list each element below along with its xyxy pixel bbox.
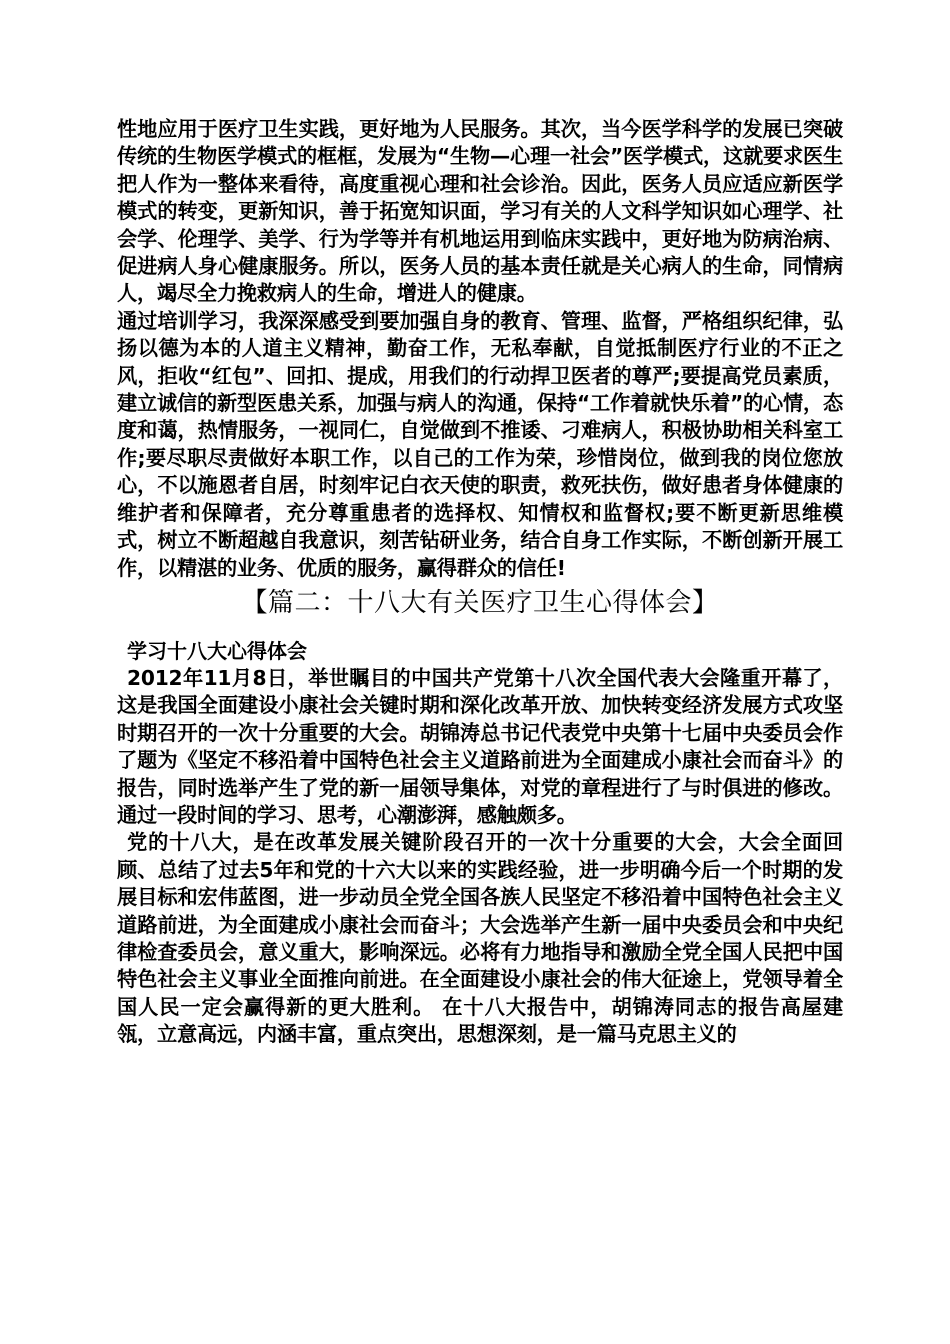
article-subtitle: 学习十八大心得体会 bbox=[127, 638, 307, 663]
paragraph-congress-opening: 2012年11月8日，举世瞩目的中国共产党第十八次全国代表大会隆重开幕了，这是我国全面建设小康社会关键时期和深化改革开放、加快转变经济发展方式攻坚时期召开的一次十分重要的大会。胡锦涛总书记代表党中央第十七届中央委员会作了题为《坚定不移沿着中国特色社会主义道路前进为全面建成小康社会而奋斗》的报告，同时选举产生了党的新一届领导集体，对党的章程进行了与时俱进的修改。通过一段时间的学习、思考，心潮澎湃，感触颇多。 bbox=[117, 665, 843, 827]
document-page bbox=[117, 116, 843, 1049]
paragraph-medical-model: 性地应用于医疗卫生实践，更好地为人民服务。其次，当今医学科学的发展已突破传统的生物医学模式的框框，发展为“生物—心理一社会”医学模式，这就要求医生把人作为一整体来看待，高度重视心理和社会诊治。因此，医务人员应适应新医学模式的转变，更新知识，善于拓宽知识面，学习有关的人文科学知识如心理学、社会学、伦理学、美学、行为学等并有机地运用到临床实践中，更好地为防病治病、促进病人身心健康服务。所以，医务人员的基本责任就是关心病人的生命，同情病人，竭尽全力挽救病人的生命，增进人的健康。 bbox=[117, 117, 843, 306]
paragraph-training-reflection: 通过培训学习，我深深感受到要加强自身的教育、管理、监督，严格组织纪律，弘扬以德为本的人道主义精神，勤奋工作，无私奉献，自觉抵制医疗行业的不正之风，拒收“红包”、回扣、提成，用我们的行动捍卫医者的尊严;要提高党员素质，建立诚信的新型医患关系，加强与病人的沟通，保持“工作着就快乐着”的心情，态度和蔼，热情服务，一视同仁，自觉做到不推诿、刁难病人，积极协助相关科室工作;要尽职尽责做好本职工作，以自己的工作为荣，珍惜岗位，做到我的岗位您放心，不以施恩者自居，时刻牢记白衣天使的职责，救死扶伤，做好患者身体健康的维护者和保障者，充分尊重患者的选择权、知情权和监督权;要不断更新思维模式，树立不断超越自我意识，刻苦钻研业务，结合自身工作实际，不断创新开展工作，以精湛的业务、优质的服务，赢得群众的信任! bbox=[117, 308, 843, 580]
section-heading: 【篇二：十八大有关医疗卫生心得体会】 bbox=[241, 587, 719, 618]
paragraph-congress-significance: 党的十八大，是在改革发展关键阶段召开的一次十分重要的大会，大会全面回顾、总结了过去5年和党的十六大以来的实践经验，进一步明确今后一个时期的发展目标和宏伟蓝图，进一步动员全党全国各族人民坚定不移沿着中国特色社会主义道路前进，为全面建成小康社会而奋斗；大会选举产生新一届中央委员会和中央纪律检查委员会，意义重大，影响深远。必将有力地指导和激励全党全国人民把中国特色社会主义事业全面推向前进。在全面建设小康社会的伟大征途上，党领导着全国人民一定会赢得新的更大胜利。 在十八大报告中，胡锦涛同志的报告高屋建瓴，立意高远，内涵丰富，重点突出，思想深刻，是一篇马克思主义的 bbox=[117, 830, 843, 1047]
